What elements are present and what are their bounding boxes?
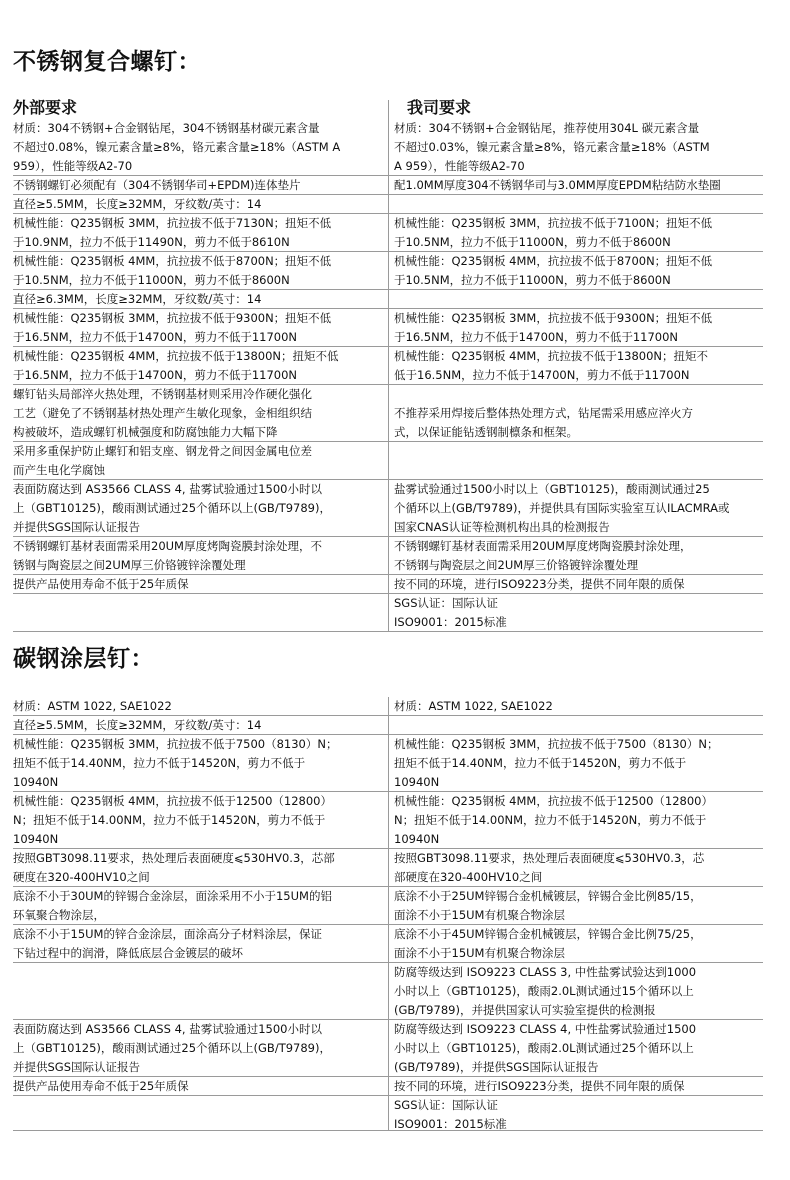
cell-text-line: 国家CNAS认证等检测机构出具的检测报告 [394, 520, 610, 534]
cell-text-line: 机械性能：Q235钢板 3MM，抗拉拔不低于9300N；扭矩不低 [394, 311, 713, 325]
cell-text-line: 按不同的环境，进行ISO9223分类，提供不同年限的质保 [394, 1079, 685, 1093]
external-requirement-cell [13, 849, 375, 886]
cell-text-line: 面涂不小于15UM有机聚合物涂层 [394, 908, 565, 922]
table-row [13, 697, 763, 716]
table-row [13, 252, 763, 290]
table-row [13, 925, 763, 963]
cell-text-line: 个循环以上(GB/T9789)，并提供具有国际实验室互认ILACMRA或 [394, 501, 730, 515]
cell-text-line: 提供产品使用寿命不低于25年质保 [13, 577, 189, 591]
table-row [13, 195, 763, 214]
cell-text-line: 于10.5NM，拉力不低于11000N，剪力不低于8600N [13, 273, 290, 287]
cell-text-line: 部硬度在320-400HV10之间 [394, 870, 543, 884]
company-requirement-cell [394, 716, 763, 734]
cell-text-line: 表面防腐达到 AS3566 CLASS 4, 盐雾试验通过1500小时以 [13, 1022, 322, 1036]
company-requirement-cell [394, 442, 763, 479]
table-row [13, 735, 763, 792]
cell-text-line: 小时以上（GBT10125)，酸雨2.0L测试通过15个循环以上 [394, 984, 694, 998]
cell-text-line: 底涂不小于30UM的锌锡合金涂层，面涂采用不小于15UM的铝 [13, 889, 332, 903]
cell-text-line: 按照GBT3098.11要求，热处理后表面硬度⩽530HV0.3，芯 [394, 851, 705, 865]
carbon-steel-screw-table [13, 697, 763, 1131]
cell-text-line: 并提供SGS国际认证报告 [13, 520, 141, 534]
table-row [13, 575, 763, 594]
cell-text-line: 上（GBT10125)，酸雨测试通过25个循环以上(GB/T9789)， [13, 501, 331, 515]
cell-text-line: 材质：ASTM 1022, SAE1022 [394, 699, 553, 713]
external-requirement-cell [13, 716, 375, 734]
cell-text-line: 机械性能：Q235钢板 3MM，抗拉拔不低于7500（8130）N； [394, 737, 719, 751]
cell-text-line: 小时以上（GBT10125)，酸雨2.0L测试通过25个循环以上 [394, 1041, 694, 1055]
cell-text-line: 10940N [394, 832, 440, 846]
cell-text-line: (GB/T9789)，并提供SGS国际认证报告 [394, 1060, 599, 1074]
external-requirement-cell [13, 792, 375, 848]
cell-text-line: 底涂不小于45UM锌锡合金机械镀层，锌锡合金比例75/25， [394, 927, 702, 941]
company-requirement-cell [394, 1077, 763, 1095]
external-requirement-cell [13, 735, 375, 791]
cell-text-line: 面涂不小于15UM有机聚合物涂层 [394, 946, 565, 960]
cell-text-line: 直径≥5.5MM，长度≥32MM，牙纹数/英寸：14 [13, 197, 262, 211]
cell-text-line: 机械性能：Q235钢板 4MM，抗拉拔不低于8700N；扭矩不低 [394, 254, 713, 268]
company-requirement-cell [394, 309, 763, 346]
external-requirement-cell [13, 1077, 375, 1095]
cell-text-line: 提供产品使用寿命不低于25年质保 [13, 1079, 189, 1093]
cell-text-line: (GB/T9789)，并提供国家认可实验室提供的检测报 [394, 1003, 656, 1017]
company-requirement-cell [394, 480, 763, 536]
company-requirement-cell [394, 575, 763, 593]
section2-title: 碳钢涂层钉： [13, 646, 154, 672]
stainless-screw-table [13, 119, 763, 632]
external-requirement-cell [13, 480, 375, 536]
cell-text-line: 机械性能：Q235钢板 3MM，抗拉拔不低于9300N；扭矩不低 [13, 311, 332, 325]
external-requirement-cell [13, 442, 375, 479]
cell-text-line: 按不同的环境，进行ISO9223分类，提供不同年限的质保 [394, 577, 685, 591]
external-requirement-cell [13, 176, 375, 194]
company-requirement-cell [394, 887, 763, 924]
company-requirement-cell [394, 792, 763, 848]
cell-text-line: 于10.5NM，拉力不低于11000N，剪力不低于8600N [394, 235, 671, 249]
external-requirement-cell [13, 195, 375, 213]
external-requirements-header: 外部要求 [13, 98, 78, 117]
cell-text-line: 上（GBT10125)，酸雨测试通过25个循环以上(GB/T9789)， [13, 1041, 331, 1055]
cell-text-line: 盐雾试验通过1500小时以上（GBT10125)，酸雨测试通过25 [394, 482, 710, 496]
company-requirement-cell [394, 252, 763, 289]
company-requirement-cell [394, 925, 763, 962]
cell-text-line: 10940N [13, 775, 59, 789]
cell-text-line: 式，以保证能钻透钢制檩条和框架。 [394, 425, 578, 439]
table-row [13, 347, 763, 385]
table-row [13, 309, 763, 347]
company-requirement-cell [394, 290, 763, 308]
cell-text-line: 而产生电化学腐蚀 [13, 463, 105, 477]
cell-text-line: 按照GBT3098.11要求，热处理后表面硬度⩽530HV0.3，芯部 [13, 851, 335, 865]
cell-text-line: 不锈钢螺钉必须配有（304不锈钢华司+EPDM)连体垫片 [13, 178, 301, 192]
external-requirement-cell [13, 252, 375, 289]
table-row [13, 887, 763, 925]
cell-text-line: 机械性能：Q235钢板 4MM，抗拉拔不低于12500（12800） [394, 794, 713, 808]
table-row [13, 537, 763, 575]
cell-text-line: 机械性能：Q235钢板 3MM，抗拉拔不低于7130N；扭矩不低 [13, 216, 332, 230]
company-requirements-header: 我司要求 [407, 98, 472, 117]
external-requirement-cell [13, 290, 375, 308]
cell-text-line: 硬度在320-400HV10之间 [13, 870, 150, 884]
cell-text-line [394, 385, 763, 404]
company-requirement-cell [394, 1020, 763, 1076]
cell-text-line: 扭矩不低于14.40NM，拉力不低于14520N，剪力不低于 [13, 756, 306, 770]
company-requirement-cell [394, 963, 763, 1019]
cell-text-line: 于16.5NM，拉力不低于14700N，剪力不低于11700N [13, 330, 298, 344]
external-requirement-cell [13, 214, 375, 251]
table-row [13, 176, 763, 195]
cell-text-line: 表面防腐达到 AS3566 CLASS 4, 盐雾试验通过1500小时以 [13, 482, 322, 496]
cell-text-line: 底涂不小于25UM锌锡合金机械镀层，锌锡合金比例85/15， [394, 889, 702, 903]
table-row [13, 1096, 763, 1131]
external-requirement-cell [13, 887, 375, 924]
cell-text-line: 环氧聚合物涂层， [13, 908, 105, 922]
cell-text-line: 下钻过程中的润滑，降低底层合金镀层的破坏 [13, 946, 243, 960]
cell-text-line: A 959），性能等级A2-70 [394, 159, 525, 173]
cell-text-line: 于16.5NM，拉力不低于14700N，剪力不低于11700N [394, 330, 679, 344]
table-row [13, 442, 763, 480]
cell-text-line: SGS认证：国际认证 [394, 1098, 499, 1112]
cell-text-line: N；扭矩不低于14.00NM，拉力不低于14520N，剪力不低于 [13, 813, 326, 827]
company-requirement-cell [394, 214, 763, 251]
external-requirement-cell [13, 594, 375, 631]
external-requirement-cell [13, 575, 375, 593]
company-requirement-cell [394, 594, 763, 631]
table-row [13, 1020, 763, 1077]
external-requirement-cell [13, 1020, 375, 1076]
cell-text-line: 底涂不小于15UM的锌合金涂层，面涂高分子材料涂层，保证 [13, 927, 322, 941]
cell-text-line: 不锈钢与陶瓷层之间2UM厚三价铬镀锌涂覆处理 [394, 558, 639, 572]
cell-text-line: 于10.9NM，拉力不低于11490N，剪力不低于8610N [13, 235, 290, 249]
company-requirement-cell [394, 537, 763, 574]
cell-text-line: 并提供SGS国际认证报告 [13, 1060, 141, 1074]
cell-text-line: ISO9001：2015标准 [394, 615, 507, 629]
cell-text-line: 于16.5NM，拉力不低于14700N，剪力不低于11700N [13, 368, 298, 382]
cell-text-line: 直径≥6.3MM，长度≥32MM，牙纹数/英寸：14 [13, 292, 262, 306]
table-row [13, 963, 763, 1020]
cell-text-line: 采用多重保护防止螺钉和铝支座、钢龙骨之间因金属电位差 [13, 444, 312, 458]
cell-text-line: 10940N [394, 775, 440, 789]
cell-text-line: 材质：304不锈钢+合金钢钻尾，304不锈钢基材碳元素含量 [13, 121, 320, 135]
external-requirement-cell [13, 925, 375, 962]
cell-text-line: 机械性能：Q235钢板 4MM，抗拉拔不低于13800N；扭矩不低 [13, 349, 339, 363]
table-row [13, 480, 763, 537]
cell-text-line: 工艺（避免了不锈钢基材热处理产生敏化现象，金相组织结 [13, 406, 312, 420]
cell-text-line: 防腐等级达到 ISO9223 CLASS 4, 中性盐雾试验通过1500 [394, 1022, 697, 1036]
company-requirement-cell [394, 195, 763, 213]
company-requirement-cell [394, 119, 763, 175]
cell-text-line: 不超过0.08%，镍元素含量≥8%，铬元素含量≥18%（ASTM A [13, 140, 341, 154]
cell-text-line: 不超过0.03%，镍元素含量≥8%，铬元素含量≥18%（ASTM [394, 140, 710, 154]
cell-text-line: 低于16.5NM，拉力不低于14700N，剪力不低于11700N [394, 368, 690, 382]
cell-text-line: 直径≥5.5MM，长度≥32MM，牙纹数/英寸：14 [13, 718, 262, 732]
cell-text-line: 螺钉钻头局部淬火热处理，不锈钢基材则采用冷作硬化强化 [13, 387, 312, 401]
company-requirement-cell [394, 176, 763, 194]
section1-title: 不锈钢复合螺钉： [13, 49, 201, 75]
company-requirement-cell [394, 1096, 763, 1130]
table-row [13, 1077, 763, 1096]
cell-text-line: 不锈钢螺钉基材表面需采用20UM厚度烤陶瓷膜封涂处理， [394, 539, 692, 553]
cell-text-line: 防腐等级达到 ISO9223 CLASS 3, 中性盐雾试验达到1000 [394, 965, 697, 979]
cell-text-line: 扭矩不低于14.40NM，拉力不低于14520N，剪力不低于 [394, 756, 687, 770]
company-requirement-cell [394, 697, 763, 715]
external-requirement-cell [13, 1096, 375, 1130]
cell-text-line: 构被破坏，造成螺钉机械强度和防腐蚀能力大幅下降 [13, 425, 278, 439]
external-requirement-cell [13, 385, 375, 441]
table-row [13, 214, 763, 252]
table-row [13, 594, 763, 632]
table-row [13, 385, 763, 442]
cell-text-line: 不推荐采用焊接后整体热处理方式，钻尾需采用感应淬火方 [394, 406, 693, 420]
cell-text-line: 材质：304不锈钢+合金钢钻尾，推荐使用304L 碳元素含量 [394, 121, 700, 135]
external-requirement-cell [13, 309, 375, 346]
cell-text-line: 机械性能：Q235钢板 3MM，抗拉拔不低于7500（8130）N； [13, 737, 338, 751]
table-row [13, 849, 763, 887]
company-requirement-cell [394, 849, 763, 886]
company-requirement-cell [394, 735, 763, 791]
cell-text-line: 不锈钢螺钉基材表面需采用20UM厚度烤陶瓷膜封涂处理，不 [13, 539, 322, 553]
table-row [13, 119, 763, 176]
cell-text-line: 机械性能：Q235钢板 4MM，抗拉拔不低于8700N；扭矩不低 [13, 254, 332, 268]
cell-text-line: 机械性能：Q235钢板 4MM，抗拉拔不低于13800N；扭矩不 [394, 349, 709, 363]
company-requirement-cell [394, 385, 763, 441]
external-requirement-cell [13, 697, 375, 715]
external-requirement-cell [13, 119, 375, 175]
company-requirement-cell [394, 347, 763, 384]
cell-text-line: 10940N [13, 832, 59, 846]
cell-text-line: 于10.5NM，拉力不低于11000N，剪力不低于8600N [394, 273, 671, 287]
cell-text-line: N；扭矩不低于14.00NM，拉力不低于14520N，剪力不低于 [394, 813, 707, 827]
external-requirement-cell [13, 963, 375, 1019]
cell-text-line: 机械性能：Q235钢板 4MM，抗拉拔不低于12500（12800） [13, 794, 332, 808]
cell-text-line: 机械性能：Q235钢板 3MM，抗拉拔不低于7100N；扭矩不低 [394, 216, 713, 230]
external-requirement-cell [13, 347, 375, 384]
cell-text-line: 锈钢与陶瓷层之间2UM厚三价铬镀锌涂覆处理 [13, 558, 246, 572]
table-row [13, 716, 763, 735]
cell-text-line: ISO9001：2015标准 [394, 1117, 507, 1130]
table-row [13, 792, 763, 849]
cell-text-line: SGS认证：国际认证 [394, 596, 499, 610]
cell-text-line: 959），性能等级A2-70 [13, 159, 133, 173]
table-row [13, 290, 763, 309]
cell-text-line: 材质：ASTM 1022, SAE1022 [13, 699, 172, 713]
cell-text-line: 配1.0MM厚度304不锈钢华司与3.0MM厚度EPDM粘结防水垫圈 [394, 178, 721, 192]
external-requirement-cell [13, 537, 375, 574]
